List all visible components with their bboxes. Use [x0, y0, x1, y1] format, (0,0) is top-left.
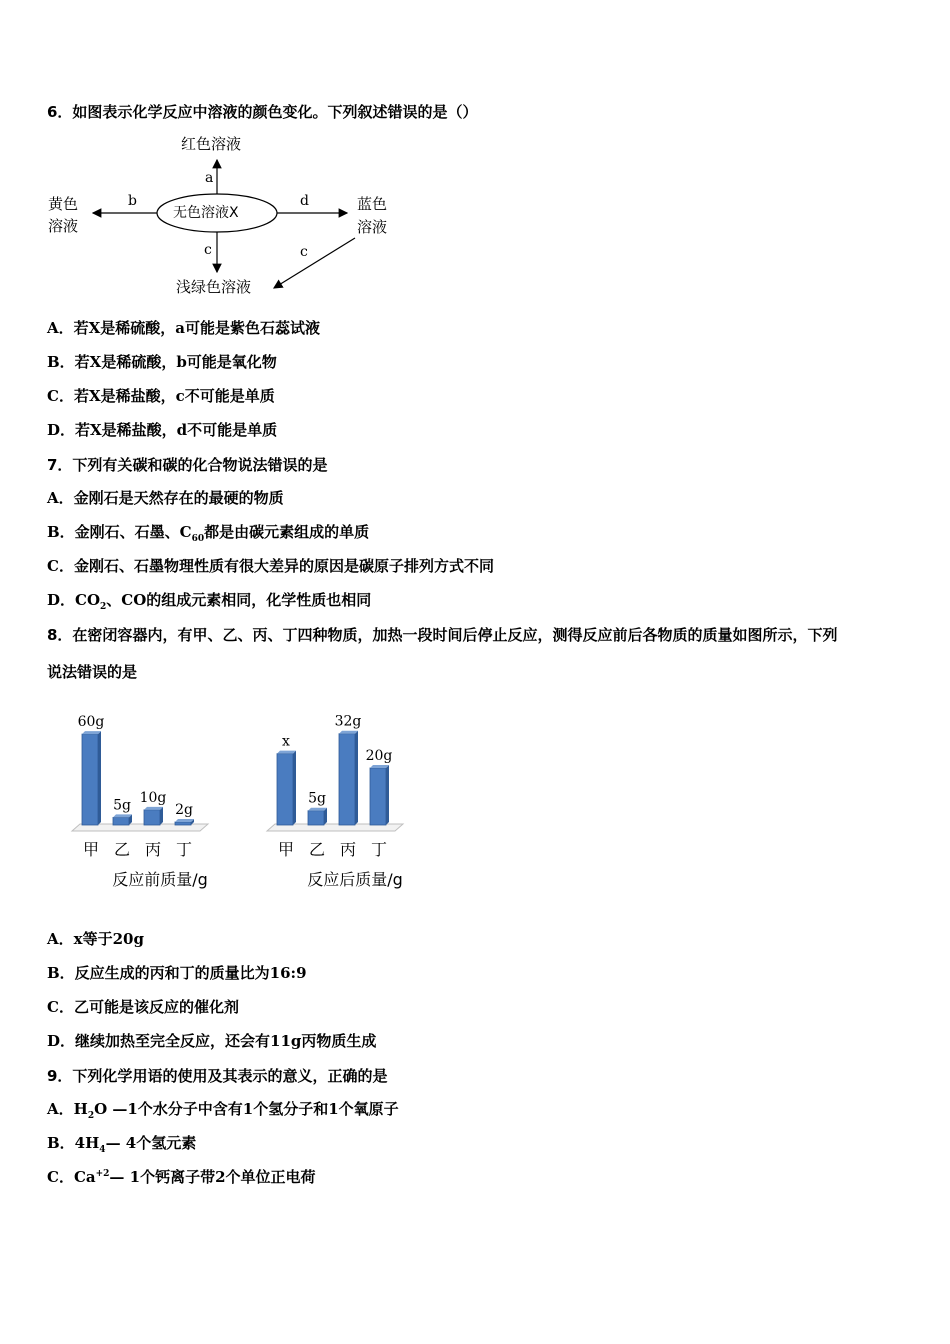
arrow-label-b: b	[128, 193, 137, 209]
after-title: 反应后质量/g	[307, 870, 403, 889]
arrow-c2	[274, 238, 355, 288]
q9-option-c-pre: C．Ca	[47, 1168, 96, 1186]
after-bar-1	[308, 811, 324, 825]
q6-option-b: B．若X是稀硫酸，b可能是氧化物	[47, 353, 277, 371]
q6-stem: 6．如图表示化学反应中溶液的颜色变化。下列叙述错误的是（）	[47, 103, 478, 121]
after-category-3: 丁	[370, 840, 388, 859]
q7-stem: 7．下列有关碳和碳的化合物说法错误的是	[47, 456, 328, 474]
before-bar-1	[113, 817, 129, 825]
q7-option-b-post: 都是由碳元素组成的单质	[204, 523, 370, 541]
after-category-2: 丙	[339, 840, 357, 859]
after-bar-top-3	[370, 765, 389, 768]
q9-option-a-sub: 2	[87, 1111, 95, 1121]
before-category-1: 乙	[113, 840, 131, 859]
q7-option-b	[47, 522, 369, 542]
before-value-label-1: 5g	[113, 797, 131, 814]
before-bar-0	[82, 734, 98, 825]
q9-stem: 9．下列化学用语的使用及其表示的意义，正确的是	[47, 1067, 388, 1085]
before-category-2: 丙	[144, 840, 162, 859]
label-right-2: 溶液	[357, 218, 388, 236]
bar-chart-after	[245, 700, 465, 900]
after-bar-side-2	[355, 731, 358, 825]
q7-option-d-pre: D．CO	[47, 591, 101, 609]
after-category-1: 乙	[308, 840, 326, 859]
q9-option-b-pre: B．4H	[47, 1134, 100, 1152]
q9-option-b	[47, 1133, 196, 1153]
label-top: 红色溶液	[181, 135, 242, 153]
q7-option-c: C．金刚石、石墨物理性质有很大差异的原因是碳原子排列方式不同	[47, 557, 494, 575]
q7-option-b-pre: B．金刚石、石墨、C	[47, 523, 192, 541]
diagram-arrows	[0, 0, 950, 300]
q9-option-a-pre: A．H	[47, 1100, 88, 1118]
after-bar-top-0	[277, 751, 296, 754]
before-title: 反应前质量/g	[112, 870, 208, 889]
arrow-label-d: d	[300, 193, 309, 209]
after-bar-top-1	[308, 808, 327, 811]
before-value-label-2: 10g	[139, 789, 167, 806]
before-bar-top-1	[113, 814, 132, 817]
q9-option-c-post: — 1个钙离子带2个单位正电荷	[109, 1168, 316, 1186]
q7-option-b-sub: 60	[191, 534, 205, 544]
q8-stem-line2: 说法错误的是	[47, 663, 138, 681]
after-bar-3	[370, 768, 386, 825]
bar-chart-before	[50, 700, 270, 900]
before-category-3: 丁	[175, 840, 193, 859]
q8-option-b: B．反应生成的丙和丁的质量比为16:9	[47, 964, 307, 982]
q8-option-d: D．继续加热至完全反应，还会有11g丙物质生成	[47, 1032, 377, 1050]
after-bar-side-1	[324, 808, 327, 825]
arrow-label-c2: c	[300, 244, 308, 260]
label-left-2: 溶液	[48, 217, 79, 235]
q9-option-b-post: — 4个氢元素	[105, 1134, 197, 1152]
before-bar-top-3	[175, 819, 194, 822]
label-bottom: 浅绿色溶液	[176, 278, 252, 296]
before-bar-top-2	[144, 807, 163, 810]
q6-option-d: D．若X是稀盐酸，d不可能是单质	[47, 421, 278, 439]
q7-option-d-sub: 2	[100, 602, 107, 612]
q7-option-d-post: 、CO的组成元素相同，化学性质也相同	[106, 591, 372, 609]
before-bar-side-2	[160, 807, 163, 825]
after-category-0: 甲	[277, 840, 295, 859]
q6-option-a: A．若X是稀硫酸，a可能是紫色石蕊试液	[47, 319, 320, 337]
q8-stem-line1: 8．在密闭容器内，有甲、乙、丙、丁四种物质，加热一段时间后停止反应，测得反应前后各物质的质量如图所示，下列	[47, 626, 838, 644]
label-left-1: 黄色	[48, 195, 79, 213]
after-bar-2	[339, 734, 355, 825]
arrow-label-a: a	[205, 170, 214, 186]
q8-option-c: C．乙可能是该反应的催化剂	[47, 998, 239, 1016]
before-bar-2	[144, 810, 160, 825]
before-value-label-0: 60g	[77, 714, 105, 731]
q7-option-a: A．金刚石是天然存在的最硬的物质	[47, 489, 284, 507]
after-bar-side-0	[293, 751, 296, 825]
q7-option-d	[47, 590, 371, 610]
q8-option-a: A．x等于20g	[47, 930, 144, 948]
after-value-label-2: 32g	[334, 713, 362, 730]
before-bar-3	[175, 822, 191, 825]
q9-option-c	[47, 1167, 316, 1187]
q9-option-a	[47, 1099, 399, 1119]
after-value-label-1: 5g	[308, 790, 326, 807]
before-bar-top-0	[82, 731, 101, 734]
after-value-label-3: 20g	[365, 747, 393, 764]
after-bar-top-2	[339, 731, 358, 734]
after-bar-0	[277, 754, 293, 825]
before-bar-side-0	[98, 731, 101, 825]
before-value-label-3: 2g	[175, 801, 193, 818]
arrow-label-c: c	[204, 242, 212, 258]
label-center: 无色溶液X	[173, 205, 239, 221]
label-right-1: 蓝色	[357, 195, 388, 213]
q9-option-c-sup: +2	[95, 1169, 110, 1179]
q9-option-b-sub: 4	[99, 1145, 106, 1155]
before-category-0: 甲	[82, 840, 100, 859]
after-value-label-0: x	[282, 733, 290, 750]
after-bar-side-3	[386, 765, 389, 825]
q9-option-a-post: O —1个水分子中含有1个氢分子和1个氧原子	[94, 1100, 399, 1118]
q6-option-c: C．若X是稀盐酸，c不可能是单质	[47, 387, 275, 405]
